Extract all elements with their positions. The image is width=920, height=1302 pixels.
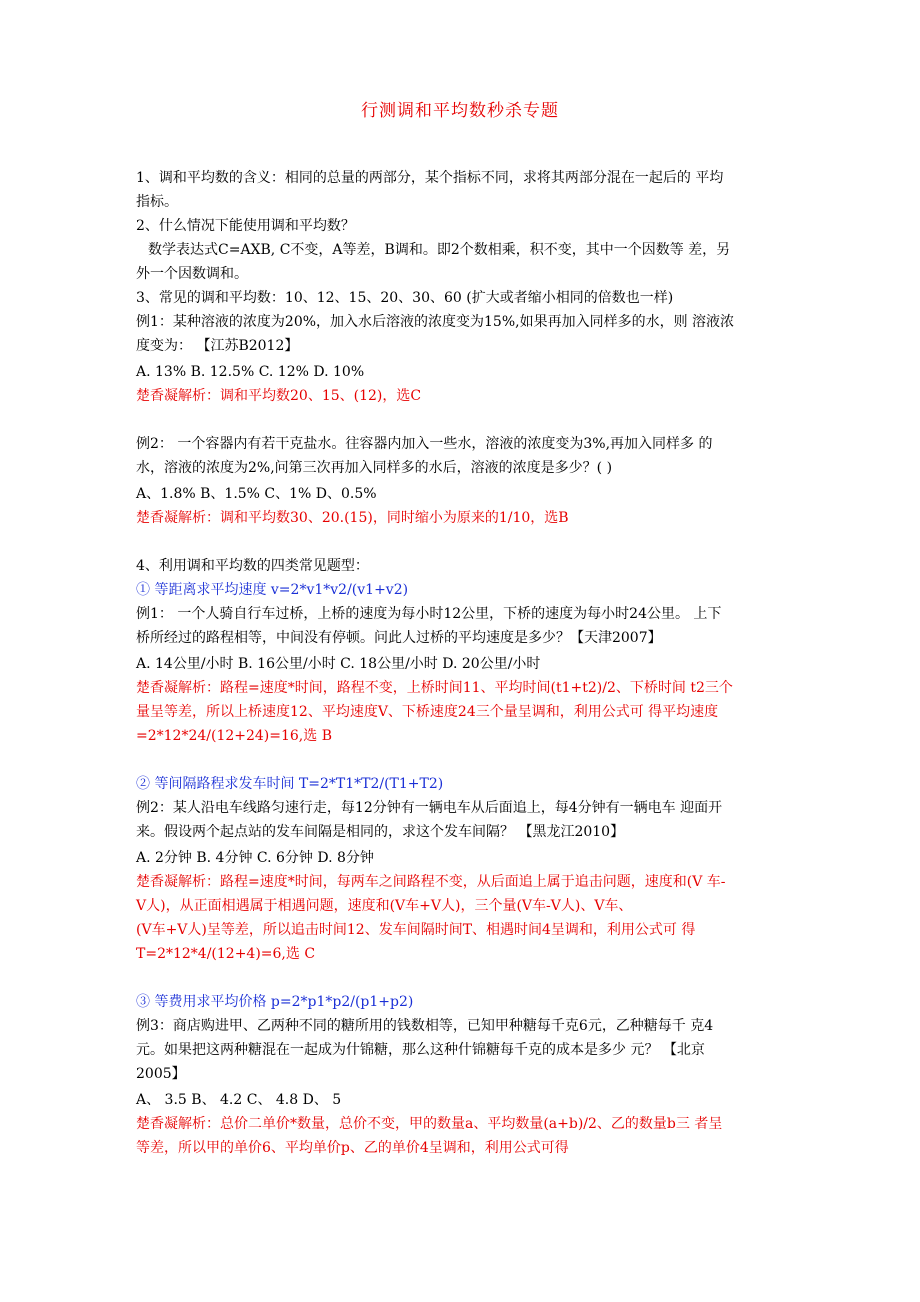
type-3-question-line-3: 2005】 (136, 1066, 186, 1082)
usage-question: 2、什么情况下能使用调和平均数？ (136, 218, 355, 234)
type-1-question-line-1: 例1： 一个人骑自行车过桥，上桥的速度为每小时12公里，下桥的速度为每小时24公里。 上下 (136, 606, 722, 622)
type-3-heading: ③ 等费用求平均价格 p=2*p1*p2/(p1+p2) (136, 994, 414, 1010)
type-3-question-line-2: 元。如果把这两种糖混在一起成为什锦糖，那么这种什锦糖每千克的成本是多少 元？ 【北京 (136, 1042, 705, 1058)
common-numbers-line: 3、常见的调和平均数：10、12、15、20、30、60 (扩大或者缩小相同的倍数也一样) (136, 290, 674, 306)
type-1-options: A. 14公里/小时 B. 16公里/小时 C. 18公里/小时 D. 20公里/小时 (136, 656, 541, 672)
type-1-analysis-line-3: =2*12*24/(12+24)=16,选 B (136, 728, 332, 744)
type-2-question-line-1: 例2：某人沿电车线路匀速行走，每12分钟有一辆电车从后面追上，每4分钟有一辆电车 迎面开 (136, 800, 723, 816)
document-title: 行测调和平均数秒杀专题 (361, 101, 559, 121)
definition-line-2: 指标。 (136, 194, 178, 210)
type-3-question-line-1: 例3：商店购进甲、乙两种不同的糖所用的钱数相等，已知甲种糖每千克6元，乙种糖每千 克4 (136, 1018, 714, 1034)
type-3-analysis-line-2: 等差，所以甲的单价6、平均单价p、乙的单价4呈调和，利用公式可得 (136, 1140, 569, 1156)
type-2-analysis-line-1: 楚香凝解析：路程=速度*时间，每两车之间路程不变，从后面追上属于追击问题，速度和(V 车- (136, 874, 726, 890)
type-1-heading: ① 等距离求平均速度 v=2*v1*v2/(v1+v2) (136, 582, 409, 598)
type-2-analysis-line-3: (V车+V人)呈等差，所以追击时间12、发车间隔时间T、相遇时间4呈调和，利用公式可 得 (136, 922, 696, 938)
type-1-analysis-line-1: 楚香凝解析：路程=速度*时间，路程不变，上桥时间11、平均时间(t1+t2)/2、下桥时间 t2三个 (136, 680, 733, 696)
formula-explanation-1: 数学表达式C=AXB, C不变，A等差，B调和。即2个数相乘，积不变，其中一个因数等 差，另 (148, 242, 731, 258)
type-2-heading: ② 等间隔路程求发车时间 T=2*T1*T2/(T1+T2) (136, 776, 444, 792)
type-2-analysis-line-2: V人)，从正面相遇属于相遇问题，速度和(V车+V人)，三个量(V车-V人)、V车、 (136, 898, 633, 914)
definition-line-1: 1、调和平均数的含义：相同的总量的两部分，某个指标不同，求将其两部分混在一起后的 平均 (136, 170, 724, 186)
example-1-question-line-2: 度变为： 【江苏B2012】 (136, 338, 299, 354)
type-2-question-line-2: 来。假设两个起点站的发车间隔是相同的，求这个发车间隔？ 【黑龙江2010】 (136, 824, 625, 840)
example-2-question-line-2: 水，溶液的浓度为2%,问第三次再加入同样多的水后，溶液的浓度是多少？( ) (136, 460, 613, 476)
example-1-options: A. 13% B. 12.5% C. 12% D. 10% (136, 364, 365, 380)
type-2-options: A. 2分钟 B. 4分钟 C. 6分钟 D. 8分钟 (136, 850, 374, 866)
example-2-analysis: 楚香凝解析：调和平均数30、20.(15)，同时缩小为原来的1/10，选B (136, 510, 569, 526)
type-3-options: A、 3.5 B、 4.2 C、 4.8 D、 5 (136, 1092, 342, 1108)
example-2-options: A、1.8% B、1.5% C、1% D、0.5% (136, 486, 377, 502)
type-2-analysis-line-4: T=2*12*4/(12+4)=6,选 C (136, 946, 316, 962)
example-2-question-line-1: 例2： 一个容器内有若干克盐水。往容器内加入一些水，溶液的浓度变为3%,再加入同样多 的 (136, 436, 713, 452)
formula-explanation-2: 外一个因数调和。 (136, 266, 248, 282)
four-types-heading: 4、利用调和平均数的四类常见题型： (136, 558, 369, 574)
example-1-question-line-1: 例1：某种溶液的浓度为20%，加入水后溶液的浓度变为15%,如果再加入同样多的水，则 溶液浓 (136, 314, 735, 330)
type-3-analysis-line-1: 楚香凝解析：总价二单价*数量，总价不变，甲的数量a、平均数量(a+b)/2、乙的数量b三 者呈 (136, 1116, 723, 1132)
type-1-question-line-2: 桥所经过的路程相等，中间没有停顿。问此人过桥的平均速度是多少？【天津2007】 (136, 630, 662, 646)
example-1-analysis: 楚香凝解析：调和平均数20、15、(12)，选C (136, 388, 422, 404)
type-1-analysis-line-2: 量呈等差，所以上桥速度12、平均速度V、下桥速度24三个量呈调和，利用公式可 得平均速度 (136, 704, 719, 720)
